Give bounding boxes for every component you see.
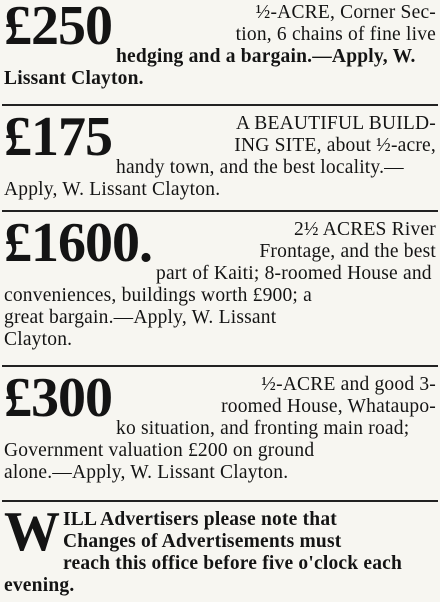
ad-line: Frontage, and the best: [259, 241, 436, 262]
ad-price: £1600.: [4, 212, 152, 274]
ad-line: conveniences, buildings worth £900; a: [4, 285, 312, 306]
ad-price: £175: [4, 106, 112, 168]
ad-line: A BEAUTIFUL BUILD-: [235, 113, 436, 134]
ad-line: handy town, and the best locality.—: [116, 157, 404, 178]
ad-price: £250: [4, 0, 112, 57]
notice-line: evening.: [4, 575, 75, 596]
ad-line: roomed House, Whataupo-: [221, 396, 436, 417]
divider-rule: [2, 500, 438, 502]
notice-line: reach this office before five o'clock each: [63, 553, 403, 574]
notice-text: [4, 501, 436, 597]
notice-dropcap: W: [4, 501, 60, 563]
ad-line: 2½ ACRES River: [293, 219, 436, 240]
ad-line: ko situation, and fronting main road;: [116, 418, 410, 439]
office-notice: [4, 501, 436, 597]
ad-line: ½-ACRE and good 3-: [261, 374, 436, 395]
ad-line: tion, 6 chains of fine live: [235, 24, 436, 45]
ad-1600: [4, 212, 436, 351]
ad-line: hedging and a bargain.—Apply, W.: [116, 46, 416, 67]
ad-300: [4, 367, 436, 484]
ad-line: ½-ACRE, Corner Sec-: [255, 2, 436, 23]
ad-line: great bargain.—Apply, W. Lissant: [4, 307, 277, 328]
notice-line: ILL Advertisers please note that: [63, 509, 337, 530]
ad-line: ING SITE, about ½-acre,: [234, 135, 436, 156]
ad-line: alone.—Apply, W. Lissant Clayton.: [4, 462, 289, 483]
ad-175: [4, 106, 436, 201]
ad-line: Apply, W. Lissant Clayton.: [4, 179, 221, 200]
ad-250: [4, 2, 436, 90]
ad-line: part of Kaiti; 8-roomed House and: [156, 263, 432, 284]
ad-line: Clayton.: [4, 329, 73, 350]
ad-line: Lissant Clayton.: [4, 68, 144, 89]
ad-price: £300: [4, 367, 112, 429]
ad-line: Government valuation £200 on ground: [4, 440, 315, 461]
notice-line: Changes of Advertisements must: [63, 531, 342, 552]
